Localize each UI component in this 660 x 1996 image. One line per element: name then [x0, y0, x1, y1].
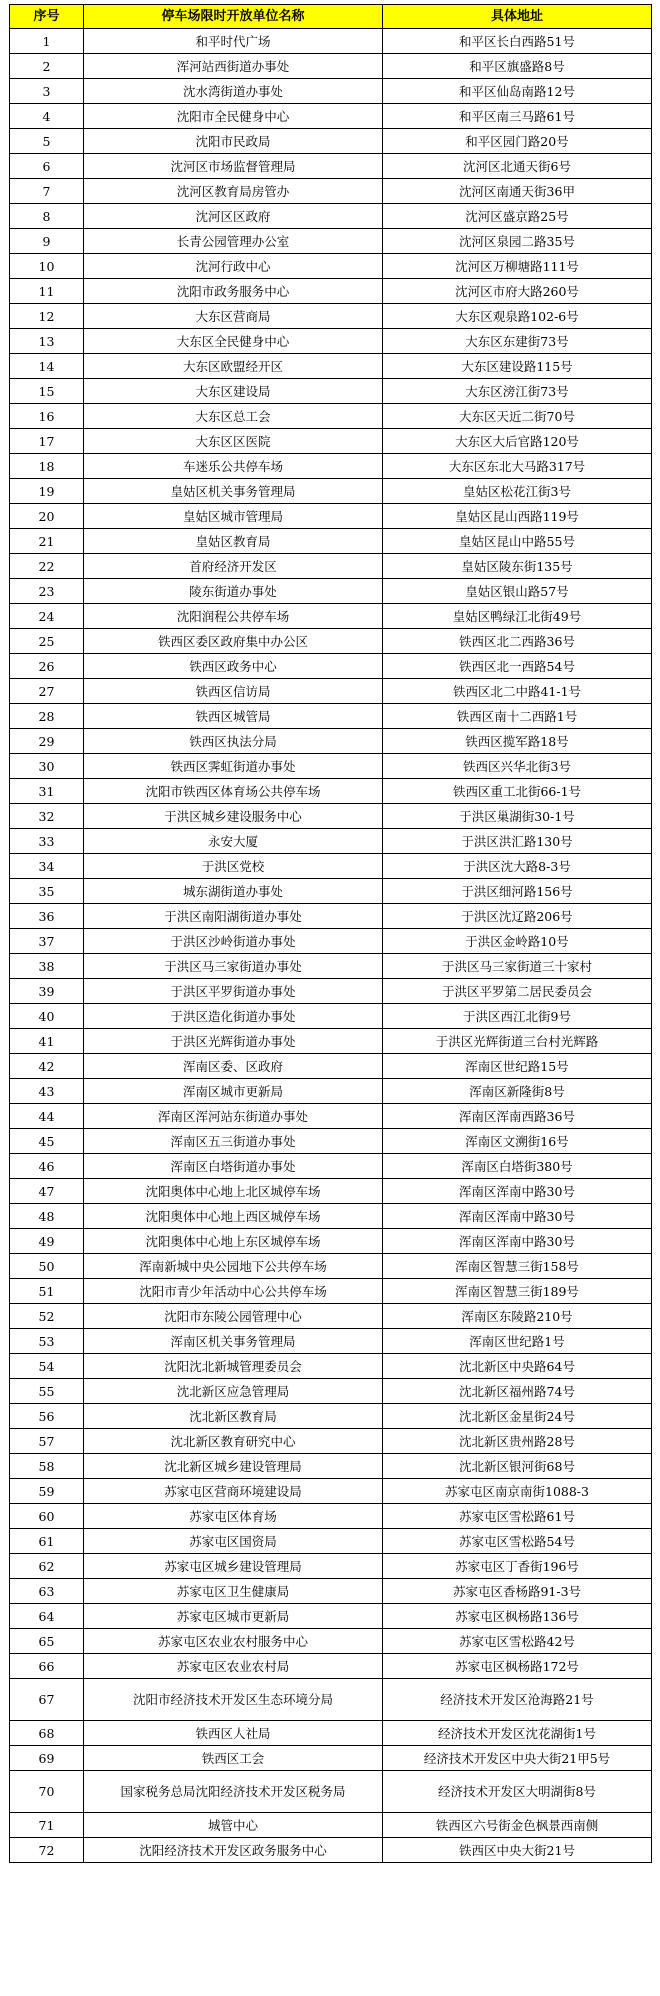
- row-address-cell: 浑南区智慧三街158号: [383, 1254, 652, 1279]
- row-index-cell: 59: [10, 1479, 84, 1504]
- table-row: [10, 1679, 652, 1721]
- row-address-cell: 大东区观泉路102-6号: [383, 304, 652, 329]
- table-row: [10, 879, 652, 904]
- row-address-cell: 于洪区西江北街9号: [383, 1004, 652, 1029]
- row-index-cell: 45: [10, 1129, 84, 1154]
- row-address-cell: 大东区东建街73号: [383, 329, 652, 354]
- table-body: [10, 29, 652, 1863]
- row-name-cell: 沈北新区应急管理局: [84, 1379, 383, 1404]
- row-name-cell: 大东区总工会: [84, 404, 383, 429]
- row-name-cell: 沈北新区城乡建设管理局: [84, 1454, 383, 1479]
- table-row: [10, 904, 652, 929]
- row-name-cell: 于洪区党校: [84, 854, 383, 879]
- row-index-cell: 15: [10, 379, 84, 404]
- row-index-cell: 71: [10, 1813, 84, 1838]
- row-index-cell: 68: [10, 1721, 84, 1746]
- row-index-cell: 1: [10, 29, 84, 54]
- row-index-cell: 14: [10, 354, 84, 379]
- row-name-cell: 浑南区机关事务管理局: [84, 1329, 383, 1354]
- row-name-cell: 沈北新区教育局: [84, 1404, 383, 1429]
- table-row: [10, 354, 652, 379]
- row-index-cell: 11: [10, 279, 84, 304]
- row-address-cell: 于洪区沈大路8-3号: [383, 854, 652, 879]
- row-name-cell: 铁西区霁虹街道办事处: [84, 754, 383, 779]
- table-row: [10, 154, 652, 179]
- table-row: [10, 329, 652, 354]
- table-row: [10, 1229, 652, 1254]
- row-name-cell: 于洪区马三家街道办事处: [84, 954, 383, 979]
- row-index-cell: 35: [10, 879, 84, 904]
- row-index-cell: 10: [10, 254, 84, 279]
- row-index-cell: 46: [10, 1154, 84, 1179]
- row-name-cell: 城东湖街道办事处: [84, 879, 383, 904]
- row-index-cell: 42: [10, 1054, 84, 1079]
- row-name-cell: 浑南区城市更新局: [84, 1079, 383, 1104]
- row-name-cell: 苏家屯区营商环境建设局: [84, 1479, 383, 1504]
- row-index-cell: 56: [10, 1404, 84, 1429]
- row-name-cell: 沈阳奥体中心地上西区城停车场: [84, 1204, 383, 1229]
- row-index-cell: 47: [10, 1179, 84, 1204]
- row-name-cell: 沈河区教育局房管办: [84, 179, 383, 204]
- table-row: [10, 1154, 652, 1179]
- row-index-cell: 54: [10, 1354, 84, 1379]
- table-row: [10, 254, 652, 279]
- row-index-cell: 6: [10, 154, 84, 179]
- row-address-cell: 于洪区平罗第二居民委员会: [383, 979, 652, 1004]
- table-row: [10, 579, 652, 604]
- table-row: [10, 29, 652, 54]
- table-row: [10, 1604, 652, 1629]
- row-index-cell: 18: [10, 454, 84, 479]
- row-index-cell: 7: [10, 179, 84, 204]
- row-name-cell: 皇姑区教育局: [84, 529, 383, 554]
- table-row: [10, 629, 652, 654]
- table-row: [10, 979, 652, 1004]
- table-row: [10, 604, 652, 629]
- table-row: [10, 1104, 652, 1129]
- table-row: [10, 54, 652, 79]
- row-address-cell: 浑南区世纪路15号: [383, 1054, 652, 1079]
- table-row: [10, 1404, 652, 1429]
- row-name-cell: 浑南新城中央公园地下公共停车场: [84, 1254, 383, 1279]
- table-row: [10, 379, 652, 404]
- row-name-cell: 铁西区工会: [84, 1746, 383, 1771]
- row-address-cell: 铁西区中央大街21号: [383, 1838, 652, 1863]
- table-row: [10, 1129, 652, 1154]
- table-row: [10, 1454, 652, 1479]
- row-name-cell: 苏家屯区城市更新局: [84, 1604, 383, 1629]
- table-row: [10, 829, 652, 854]
- row-index-cell: 44: [10, 1104, 84, 1129]
- row-name-cell: 大东区营商局: [84, 304, 383, 329]
- table-row: [10, 1554, 652, 1579]
- row-name-cell: 苏家屯区卫生健康局: [84, 1579, 383, 1604]
- row-name-cell: 浑南区白塔街道办事处: [84, 1154, 383, 1179]
- row-index-cell: 64: [10, 1604, 84, 1629]
- table-row: [10, 404, 652, 429]
- row-name-cell: 沈阳市经济技术开发区生态环境分局: [84, 1679, 383, 1721]
- row-index-cell: 4: [10, 104, 84, 129]
- row-index-cell: 53: [10, 1329, 84, 1354]
- header-address: 具体地址: [383, 5, 652, 29]
- row-name-cell: 沈阳市全民健身中心: [84, 104, 383, 129]
- row-address-cell: 经济技术开发区中央大街21甲5号: [383, 1746, 652, 1771]
- table-row: [10, 1746, 652, 1771]
- row-address-cell: 于洪区巢湖街30-1号: [383, 804, 652, 829]
- table-row: [10, 1504, 652, 1529]
- header-name: 停车场限时开放单位名称: [84, 5, 383, 29]
- row-address-cell: 浑南区浑南中路30号: [383, 1179, 652, 1204]
- row-name-cell: 沈阳沈北新城管理委员会: [84, 1354, 383, 1379]
- row-address-cell: 皇姑区银山路57号: [383, 579, 652, 604]
- row-name-cell: 沈阳市青少年活动中心公共停车场: [84, 1279, 383, 1304]
- table-row: [10, 1838, 652, 1863]
- table-row: [10, 679, 652, 704]
- row-name-cell: 皇姑区机关事务管理局: [84, 479, 383, 504]
- row-address-cell: 于洪区马三家街道三十家村: [383, 954, 652, 979]
- row-name-cell: 沈河行政中心: [84, 254, 383, 279]
- table-row: [10, 1054, 652, 1079]
- row-address-cell: 于洪区沈辽路206号: [383, 904, 652, 929]
- row-name-cell: 沈阳市政务服务中心: [84, 279, 383, 304]
- table-row: [10, 654, 652, 679]
- row-name-cell: 沈阳经济技术开发区政务服务中心: [84, 1838, 383, 1863]
- row-name-cell: 铁西区政务中心: [84, 654, 383, 679]
- row-index-cell: 65: [10, 1629, 84, 1654]
- row-name-cell: 沈河区市场监督管理局: [84, 154, 383, 179]
- table-row: [10, 79, 652, 104]
- row-name-cell: 皇姑区城市管理局: [84, 504, 383, 529]
- row-name-cell: 浑南区委、区政府: [84, 1054, 383, 1079]
- table-row: [10, 754, 652, 779]
- row-address-cell: 铁西区六号街金色枫景西南侧: [383, 1813, 652, 1838]
- row-name-cell: 沈阳市民政局: [84, 129, 383, 154]
- row-address-cell: 铁西区北一西路54号: [383, 654, 652, 679]
- row-address-cell: 皇姑区鸭绿江北街49号: [383, 604, 652, 629]
- row-index-cell: 25: [10, 629, 84, 654]
- row-index-cell: 32: [10, 804, 84, 829]
- row-address-cell: 浑南区智慧三街189号: [383, 1279, 652, 1304]
- header-index: 序号: [10, 5, 84, 29]
- row-name-cell: 大东区全民健身中心: [84, 329, 383, 354]
- row-address-cell: 沈北新区福州路74号: [383, 1379, 652, 1404]
- row-index-cell: 61: [10, 1529, 84, 1554]
- row-address-cell: 浑南区新隆街8号: [383, 1079, 652, 1104]
- table-row: [10, 1654, 652, 1679]
- row-address-cell: 和平区仙岛南路12号: [383, 79, 652, 104]
- row-address-cell: 经济技术开发区沈花湖街1号: [383, 1721, 652, 1746]
- row-index-cell: 29: [10, 729, 84, 754]
- row-address-cell: 大东区天近二街70号: [383, 404, 652, 429]
- row-address-cell: 苏家屯区香杨路91-3号: [383, 1579, 652, 1604]
- row-index-cell: 12: [10, 304, 84, 329]
- row-name-cell: 于洪区城乡建设服务中心: [84, 804, 383, 829]
- row-address-cell: 苏家屯区枫杨路172号: [383, 1654, 652, 1679]
- row-index-cell: 33: [10, 829, 84, 854]
- row-address-cell: 沈北新区金星街24号: [383, 1404, 652, 1429]
- row-index-cell: 28: [10, 704, 84, 729]
- table-row: [10, 104, 652, 129]
- table-row: [10, 929, 652, 954]
- row-index-cell: 21: [10, 529, 84, 554]
- table-row: [10, 1254, 652, 1279]
- table-row: [10, 1529, 652, 1554]
- row-index-cell: 38: [10, 954, 84, 979]
- row-address-cell: 大东区滂江街73号: [383, 379, 652, 404]
- row-name-cell: 铁西区人社局: [84, 1721, 383, 1746]
- row-index-cell: 52: [10, 1304, 84, 1329]
- table-row: [10, 704, 652, 729]
- row-index-cell: 19: [10, 479, 84, 504]
- row-index-cell: 9: [10, 229, 84, 254]
- table-row: [10, 1429, 652, 1454]
- row-address-cell: 大东区大后官路120号: [383, 429, 652, 454]
- row-address-cell: 于洪区洪汇路130号: [383, 829, 652, 854]
- table-row: [10, 804, 652, 829]
- row-name-cell: 大东区区医院: [84, 429, 383, 454]
- row-index-cell: 2: [10, 54, 84, 79]
- row-address-cell: 经济技术开发区大明湖街8号: [383, 1771, 652, 1813]
- row-name-cell: 浑南区五三街道办事处: [84, 1129, 383, 1154]
- row-address-cell: 铁西区揽军路18号: [383, 729, 652, 754]
- row-address-cell: 浑南区浑南中路30号: [383, 1204, 652, 1229]
- row-address-cell: 于洪区金岭路10号: [383, 929, 652, 954]
- row-name-cell: 沈阳市东陵公园管理中心: [84, 1304, 383, 1329]
- row-name-cell: 沈河区区政府: [84, 204, 383, 229]
- row-name-cell: 沈阳润程公共停车场: [84, 604, 383, 629]
- row-address-cell: 和平区旗盛路8号: [383, 54, 652, 79]
- table-row: [10, 1354, 652, 1379]
- table-row: [10, 1304, 652, 1329]
- row-address-cell: 大东区建设路115号: [383, 354, 652, 379]
- row-address-cell: 浑南区浑南中路30号: [383, 1229, 652, 1254]
- row-index-cell: 63: [10, 1579, 84, 1604]
- row-index-cell: 70: [10, 1771, 84, 1813]
- row-index-cell: 48: [10, 1204, 84, 1229]
- row-address-cell: 苏家屯区雪松路61号: [383, 1504, 652, 1529]
- row-index-cell: 50: [10, 1254, 84, 1279]
- row-index-cell: 60: [10, 1504, 84, 1529]
- row-index-cell: 67: [10, 1679, 84, 1721]
- row-address-cell: 沈北新区银河街68号: [383, 1454, 652, 1479]
- row-address-cell: 于洪区细河路156号: [383, 879, 652, 904]
- row-address-cell: 浑南区浑南西路36号: [383, 1104, 652, 1129]
- row-address-cell: 苏家屯区南京南街1088-3: [383, 1479, 652, 1504]
- table-row: [10, 1813, 652, 1838]
- row-index-cell: 41: [10, 1029, 84, 1054]
- table-row: [10, 1629, 652, 1654]
- table-row: [10, 1721, 652, 1746]
- row-address-cell: 铁西区北二中路41-1号: [383, 679, 652, 704]
- row-name-cell: 国家税务总局沈阳经济技术开发区税务局: [84, 1771, 383, 1813]
- table-row: [10, 429, 652, 454]
- row-name-cell: 城管中心: [84, 1813, 383, 1838]
- row-address-cell: 苏家屯区枫杨路136号: [383, 1604, 652, 1629]
- row-name-cell: 铁西区城管局: [84, 704, 383, 729]
- row-address-cell: 铁西区重工北街66-1号: [383, 779, 652, 804]
- row-address-cell: 浑南区世纪路1号: [383, 1329, 652, 1354]
- row-name-cell: 沈阳奥体中心地上东区城停车场: [84, 1229, 383, 1254]
- row-name-cell: 大东区建设局: [84, 379, 383, 404]
- row-index-cell: 16: [10, 404, 84, 429]
- table-row: [10, 479, 652, 504]
- row-name-cell: 长青公园管理办公室: [84, 229, 383, 254]
- table-row: [10, 1329, 652, 1354]
- row-name-cell: 沈北新区教育研究中心: [84, 1429, 383, 1454]
- row-index-cell: 17: [10, 429, 84, 454]
- table-header: [10, 5, 652, 29]
- row-name-cell: 首府经济开发区: [84, 554, 383, 579]
- row-name-cell: 陵东街道办事处: [84, 579, 383, 604]
- row-index-cell: 27: [10, 679, 84, 704]
- row-name-cell: 于洪区南阳湖街道办事处: [84, 904, 383, 929]
- table-row: [10, 1004, 652, 1029]
- row-name-cell: 永安大厦: [84, 829, 383, 854]
- row-address-cell: 沈河区市府大路260号: [383, 279, 652, 304]
- table-row: [10, 1029, 652, 1054]
- table-row: [10, 1204, 652, 1229]
- row-address-cell: 皇姑区陵东街135号: [383, 554, 652, 579]
- row-name-cell: 苏家屯区城乡建设管理局: [84, 1554, 383, 1579]
- table-row: [10, 729, 652, 754]
- table-row: [10, 179, 652, 204]
- row-name-cell: 铁西区委区政府集中办公区: [84, 629, 383, 654]
- table-row: [10, 1279, 652, 1304]
- table-row: [10, 204, 652, 229]
- table-row: [10, 304, 652, 329]
- row-index-cell: 3: [10, 79, 84, 104]
- row-address-cell: 于洪区光辉街道三台村光辉路: [383, 1029, 652, 1054]
- row-index-cell: 36: [10, 904, 84, 929]
- row-index-cell: 39: [10, 979, 84, 1004]
- row-name-cell: 苏家屯区国资局: [84, 1529, 383, 1554]
- row-address-cell: 浑南区文溯街16号: [383, 1129, 652, 1154]
- table-row: [10, 454, 652, 479]
- row-name-cell: 苏家屯区农业农村服务中心: [84, 1629, 383, 1654]
- row-address-cell: 铁西区北二西路36号: [383, 629, 652, 654]
- row-address-cell: 大东区东北大马路317号: [383, 454, 652, 479]
- row-address-cell: 皇姑区松花江街3号: [383, 479, 652, 504]
- row-address-cell: 沈河区北通天街6号: [383, 154, 652, 179]
- row-index-cell: 34: [10, 854, 84, 879]
- row-index-cell: 8: [10, 204, 84, 229]
- table-row: [10, 779, 652, 804]
- row-name-cell: 于洪区平罗街道办事处: [84, 979, 383, 1004]
- row-index-cell: 49: [10, 1229, 84, 1254]
- row-address-cell: 沈河区泉园二路35号: [383, 229, 652, 254]
- header-row: [10, 5, 652, 29]
- row-index-cell: 5: [10, 129, 84, 154]
- row-name-cell: 沈水湾街道办事处: [84, 79, 383, 104]
- row-name-cell: 和平时代广场: [84, 29, 383, 54]
- row-address-cell: 皇姑区昆山西路119号: [383, 504, 652, 529]
- row-name-cell: 苏家屯区体育场: [84, 1504, 383, 1529]
- row-name-cell: 铁西区执法分局: [84, 729, 383, 754]
- row-index-cell: 62: [10, 1554, 84, 1579]
- row-address-cell: 苏家屯区雪松路42号: [383, 1629, 652, 1654]
- table-row: [10, 1079, 652, 1104]
- row-index-cell: 43: [10, 1079, 84, 1104]
- row-name-cell: 于洪区光辉街道办事处: [84, 1029, 383, 1054]
- row-index-cell: 69: [10, 1746, 84, 1771]
- row-address-cell: 和平区南三马路61号: [383, 104, 652, 129]
- row-index-cell: 22: [10, 554, 84, 579]
- row-name-cell: 铁西区信访局: [84, 679, 383, 704]
- row-index-cell: 13: [10, 329, 84, 354]
- row-name-cell: 苏家屯区农业农村局: [84, 1654, 383, 1679]
- row-address-cell: 沈北新区贵州路28号: [383, 1429, 652, 1454]
- row-address-cell: 和平区园门路20号: [383, 129, 652, 154]
- row-index-cell: 51: [10, 1279, 84, 1304]
- row-index-cell: 57: [10, 1429, 84, 1454]
- row-index-cell: 30: [10, 754, 84, 779]
- table-row: [10, 504, 652, 529]
- row-address-cell: 皇姑区昆山中路55号: [383, 529, 652, 554]
- row-index-cell: 23: [10, 579, 84, 604]
- table-row: [10, 129, 652, 154]
- table-row: [10, 229, 652, 254]
- row-index-cell: 55: [10, 1379, 84, 1404]
- row-name-cell: 大东区欧盟经开区: [84, 354, 383, 379]
- parking-list-table: [9, 4, 652, 1863]
- row-address-cell: 铁西区兴华北街3号: [383, 754, 652, 779]
- table-row: [10, 1579, 652, 1604]
- row-address-cell: 沈河区南通天街36甲: [383, 179, 652, 204]
- table-row: [10, 554, 652, 579]
- row-index-cell: 72: [10, 1838, 84, 1863]
- row-name-cell: 于洪区沙岭街道办事处: [84, 929, 383, 954]
- row-index-cell: 24: [10, 604, 84, 629]
- row-address-cell: 经济技术开发区沧海路21号: [383, 1679, 652, 1721]
- table-row: [10, 1379, 652, 1404]
- table-row: [10, 854, 652, 879]
- table-row: [10, 529, 652, 554]
- row-address-cell: 苏家屯区雪松路54号: [383, 1529, 652, 1554]
- row-index-cell: 40: [10, 1004, 84, 1029]
- table-row: [10, 279, 652, 304]
- row-index-cell: 58: [10, 1454, 84, 1479]
- row-name-cell: 沈阳市铁西区体育场公共停车场: [84, 779, 383, 804]
- row-index-cell: 20: [10, 504, 84, 529]
- row-index-cell: 66: [10, 1654, 84, 1679]
- row-name-cell: 沈阳奥体中心地上北区城停车场: [84, 1179, 383, 1204]
- table-row: [10, 1179, 652, 1204]
- row-name-cell: 于洪区造化街道办事处: [84, 1004, 383, 1029]
- row-address-cell: 铁西区南十二西路1号: [383, 704, 652, 729]
- row-address-cell: 沈河区盛京路25号: [383, 204, 652, 229]
- row-address-cell: 沈河区万柳塘路111号: [383, 254, 652, 279]
- row-address-cell: 浑南区东陵路210号: [383, 1304, 652, 1329]
- row-index-cell: 26: [10, 654, 84, 679]
- table-row: [10, 1771, 652, 1813]
- row-index-cell: 31: [10, 779, 84, 804]
- row-name-cell: 浑南区浑河站东街道办事处: [84, 1104, 383, 1129]
- row-index-cell: 37: [10, 929, 84, 954]
- row-address-cell: 苏家屯区丁香街196号: [383, 1554, 652, 1579]
- row-name-cell: 车迷乐公共停车场: [84, 454, 383, 479]
- row-address-cell: 浑南区白塔街380号: [383, 1154, 652, 1179]
- row-address-cell: 沈北新区中央路64号: [383, 1354, 652, 1379]
- row-address-cell: 和平区长白西路51号: [383, 29, 652, 54]
- table-row: [10, 954, 652, 979]
- row-name-cell: 浑河站西街道办事处: [84, 54, 383, 79]
- table-row: [10, 1479, 652, 1504]
